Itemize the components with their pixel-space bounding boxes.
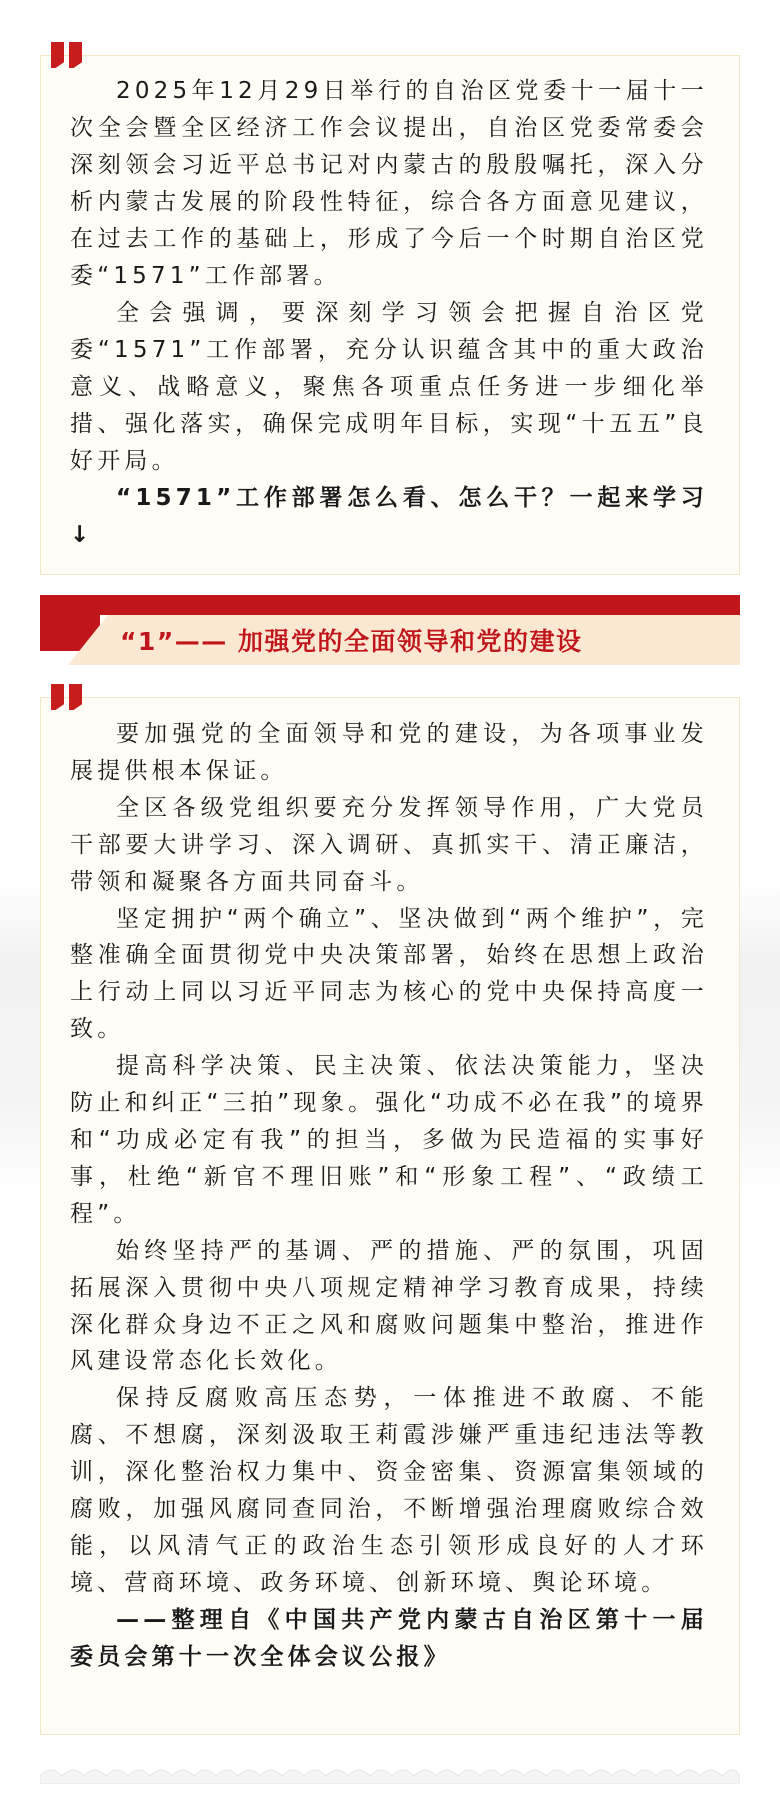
intro-paragraph-2: 全会强调，要深刻学习领会把握自治区党委“1571”工作部署，充分认识蕴含其中的重大政治意义、战略意义，聚焦各项重点任务进一步细化举措、强化落实，确保完成明年目标，实现“十五五”良好开局。 [70,300,708,474]
wave-divider-icon [40,1760,740,1784]
quote-mark-icon [51,42,87,68]
content-paragraph-3: 坚定拥护“两个确立”、坚决做到“两个维护”，完整准确全面贯彻党中央决策部署，始终在思想上政治上行动上同以习近平同志为核心的党中央保持高度一致。 [70,905,708,1043]
content-paragraph-6: 保持反腐败高压态势，一体推进不敢腐、不能腐、不想腐，深刻汲取王莉霞涉嫌严重违纪违法等教训，深化整治权力集中、资金密集、资源富集领域的腐败，加强风腐同查同治，不断增强治理腐败综合效能，以风清气正的政治生态引领形成良好的人才环境、营商环境、政务环境、创新环境、舆论环境。 [70,1385,708,1596]
quote-mark-icon [51,684,87,710]
content-text [70,716,708,1676]
intro-lead: “1571”工作部署怎么看、怎么干？一起来学习↓ [70,485,708,548]
source-note: ——整理自《中国共产党内蒙古自治区第十一届委员会第十一次全体会议公报》 [70,1606,708,1670]
intro-text [70,73,708,554]
section-heading: “1”—— 加强党的全面领导和党的建设 [120,627,583,656]
content-paragraph-2: 全区各级党组织要充分发挥领导作用，广大党员干部要大讲学习、深入调研、真抓实干、清正廉洁，带领和凝聚各方面共同奋斗。 [70,794,708,895]
content-paragraph-1: 要加强党的全面领导和党的建设，为各项事业发展提供根本保证。 [70,721,708,784]
content-paragraph-4: 提高科学决策、民主决策、依法决策能力，坚决防止和纠正“三拍”现象。强化“功成不必在我”的境界和“功成必定有我”的担当，多做为民造福的实事好事，杜绝“新官不理旧账”和“形象工程”、“政绩工程”。 [70,1053,708,1227]
banner-red-strip [40,595,740,615]
section-banner [40,595,740,670]
content-paragraph-5: 始终坚持严的基调、严的措施、严的氛围，巩固拓展深入贯彻中央八项规定精神学习教育成果，持续深化群众身边不正之风和腐败问题集中整治，推进作风建设常态化长效化。 [70,1237,708,1375]
intro-paragraph-1: 2025年12月29日举行的自治区党委十一届十一次全会暨全区经济工作会议提出，自治区党委常委会深刻领会习近平总书记对内蒙古的殷殷嘱托，深入分析内蒙古发展的阶段性特征，综合各方面意见建议，在过去工作的基础上，形成了今后一个时期自治区党委“1571”工作部署。 [70,78,708,289]
